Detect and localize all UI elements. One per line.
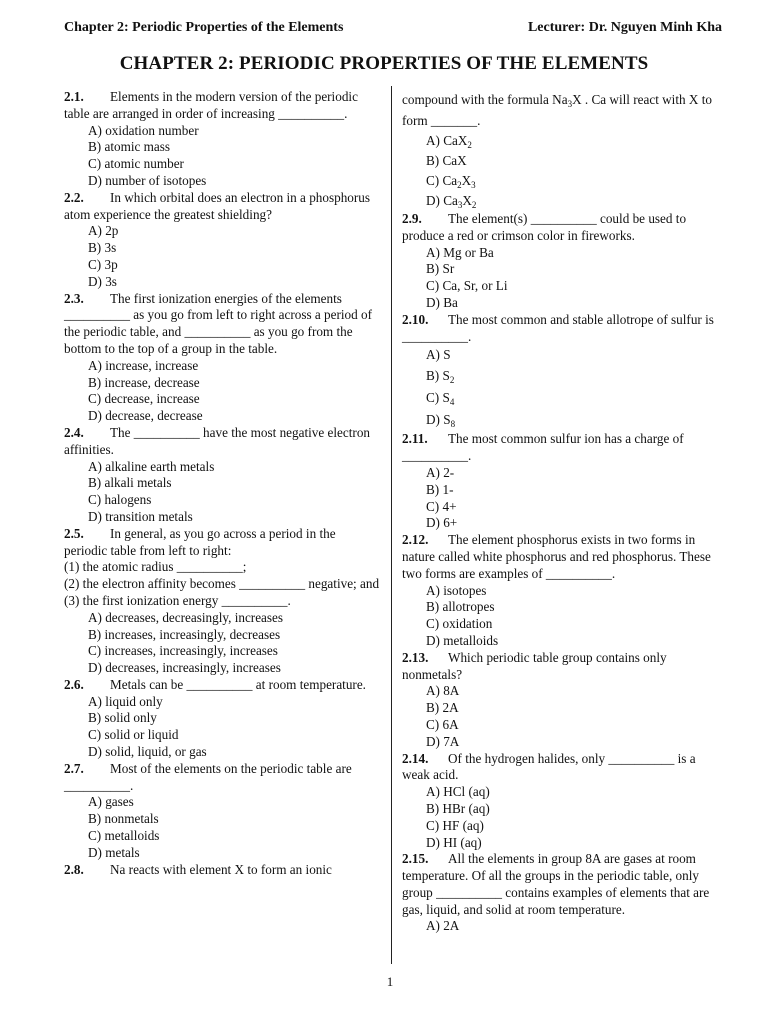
- option: D) Ba: [426, 294, 458, 310]
- option: B) solid only: [88, 710, 157, 726]
- option: A) isotopes: [426, 582, 487, 598]
- option: B) 2A: [426, 700, 459, 716]
- page-header: [64, 20, 722, 40]
- option: D) solid, liquid, or gas: [88, 744, 207, 760]
- option: B) allotropes: [426, 599, 495, 615]
- option: A) S: [426, 347, 451, 363]
- left-column: [64, 89, 380, 878]
- question-2-13: 2.13. Which periodic table group contains only nonmetals? A) 8A B) 2A C) 6A D) 7A: [402, 650, 722, 751]
- option: A) increase, increase: [88, 357, 199, 373]
- statement-line: (3) the first ionization energy __________.: [64, 592, 291, 608]
- option: B) HBr (aq): [426, 800, 490, 816]
- option: C) $Ca_2X_3$: [426, 173, 476, 190]
- option: A) liquid only: [88, 693, 163, 709]
- question-2-10: 2.10. The most common and stable allotrope of sulfur is __________. A) S B) $S_2$ C) $S_4$ D) $S_8$: [402, 312, 722, 432]
- question-2-7: 2.7. Most of the elements on the periodic table are __________. A) gases B) nonmetals C) metalloids D) metals: [64, 761, 380, 862]
- question-2-9: 2.9. The element(s) __________ could be used to produce a red or crimson color in fireworks. A) Mg or Ba B) Sr C) Ca, Sr, or Li D) Ba: [402, 211, 722, 312]
- option: D) decreases, increasingly, increases: [88, 660, 281, 676]
- question-2-15: 2.15. All the elements in group 8A are gases at room temperature. Of all the groups in the periodic table, only group __________ contains examples of elements that are gas, liquid, and solid at room temperature. A) 2A: [402, 851, 722, 935]
- option: B) atomic mass: [88, 139, 171, 155]
- option: C) solid or liquid: [88, 727, 179, 743]
- right-column: [402, 89, 722, 935]
- option: B) CaX: [426, 153, 467, 168]
- statement-line: (1) the atomic radius __________;: [64, 559, 247, 575]
- option: C) increases, increasingly, increases: [88, 643, 278, 659]
- question-2-6: 2.6. Metals can be __________ at room temperature. A) liquid only B) solid only C) solid or liquid D) solid, liquid, or gas: [64, 677, 380, 761]
- page-number: 1: [386, 974, 394, 989]
- option: C) 3p: [88, 256, 118, 272]
- question-2-2: 2.2. In which orbital does an electron in a phosphorus atom experience the greatest shielding? A) 2p B) 3s C) 3p D) 3s: [64, 190, 380, 291]
- option: A) 8A: [426, 683, 460, 699]
- option: D) 7A: [426, 733, 460, 749]
- option: B) increase, decrease: [88, 374, 200, 390]
- header-lecturer: Lecturer: Dr. Nguyen Minh Kha: [527, 20, 722, 35]
- option: C) oxidation: [426, 616, 493, 632]
- question-2-12: 2.12. The element phosphorus exists in two forms in nature called white phosphorus and red phosphorus. These two forms are examples of __________. A) isotopes B) allotropes C) oxidation D) metalloids: [402, 532, 722, 650]
- question-2-8-continued: compound with the formula $Na_3X$ . Ca will react with X to form _______. A) CaX$_2$ B) CaX C) $Ca_2X_3$ D) $Ca_3X_2$: [402, 89, 722, 211]
- column-divider: [391, 86, 392, 964]
- option: C) $S_4$: [426, 390, 455, 408]
- page-title: CHAPTER 2: PERIODIC PROPERTIES OF THE ELEMENTS: [119, 53, 649, 74]
- option: A) decreases, decreasingly, increases: [88, 609, 284, 625]
- option: B) increases, increasingly, decreases: [88, 626, 281, 642]
- option: D) $Ca_3X_2$: [426, 193, 477, 210]
- option: D) decrease, decrease: [88, 408, 203, 424]
- question-2-14: 2.14. Of the hydrogen halides, only __________ is a weak acid. A) HCl (aq) B) HBr (aq) C) HF (aq) D) HI (aq): [402, 751, 722, 852]
- option: B) 3s: [88, 240, 117, 256]
- statement-line: (2) the electron affinity becomes __________ negative; and: [64, 576, 380, 592]
- option: A) 2p: [88, 223, 119, 239]
- option: B) nonmetals: [88, 811, 159, 827]
- option: C) HF (aq): [426, 817, 484, 833]
- question-2-5: 2.5. In general, as you go across a period in the periodic table from left to right: (1) the atomic radius __________; (2) the electron affinity becomes __________ negative; and (3) the first ionization energy __________. A) decreases, decreasingly, increases B) increases, increasingly, decreases C) increases, increasingly, increases D) decreases, increasingly, increases: [64, 525, 380, 676]
- option: B) $S_2$: [426, 368, 455, 386]
- option: C) Ca, Sr, or Li: [426, 278, 508, 294]
- option: A) oxidation number: [88, 122, 199, 138]
- option: D) metalloids: [426, 632, 499, 648]
- option: C) decrease, increase: [88, 391, 200, 407]
- option: D) 3s: [88, 273, 117, 289]
- option: C) 4+: [426, 498, 457, 514]
- question-2-3: 2.3. The first ionization energies of the elements __________ as you go from left to right across a period of the periodic table, and __________ as you go from the bottom to the top of a group in the table. A) increase, increase B) increase, decrease C) decrease, increase D) decrease, decrease: [64, 291, 380, 425]
- question-2-4: 2.4. The __________ have the most negative electron affinities. A) alkaline earth metals B) alkali metals C) halogens D) transition metals: [64, 425, 380, 526]
- option: A) HCl (aq): [426, 784, 490, 800]
- option: A) 2A: [426, 918, 460, 934]
- option: A) gases: [88, 794, 134, 810]
- question-2-8: 2.8. Na reacts with element X to form an ionic: [64, 861, 332, 877]
- option: C) metalloids: [88, 828, 160, 844]
- option: C) 6A: [426, 716, 459, 732]
- option: D) HI (aq): [426, 834, 482, 850]
- option: D) metals: [88, 844, 140, 860]
- option: A) 2-: [426, 464, 455, 480]
- question-2-1: 2.1. Elements in the modern version of the periodic table are arranged in order of increasing __________. A) oxidation number B) atomic mass C) atomic number D) number of isotopes: [64, 89, 380, 190]
- header-chapter: Chapter 2: Periodic Properties of the Elements: [64, 20, 344, 35]
- option: A) alkaline earth metals: [88, 458, 215, 474]
- option: B) 1-: [426, 481, 454, 497]
- option: A) Mg or Ba: [426, 244, 494, 260]
- option: B) alkali metals: [88, 475, 172, 491]
- option: D) $S_8$: [426, 412, 456, 430]
- option: D) transition metals: [88, 508, 193, 524]
- option: B) Sr: [426, 261, 455, 277]
- option: D) number of isotopes: [88, 172, 207, 188]
- option: C) halogens: [88, 492, 152, 508]
- option: D) 6+: [426, 515, 458, 531]
- question-2-11: 2.11. The most common sulfur ion has a charge of __________. A) 2- B) 1- C) 4+ D) 6+: [402, 431, 722, 532]
- option: C) atomic number: [88, 156, 184, 172]
- formula-na: Na: [552, 92, 568, 107]
- option: A) CaX$_2$: [426, 133, 472, 150]
